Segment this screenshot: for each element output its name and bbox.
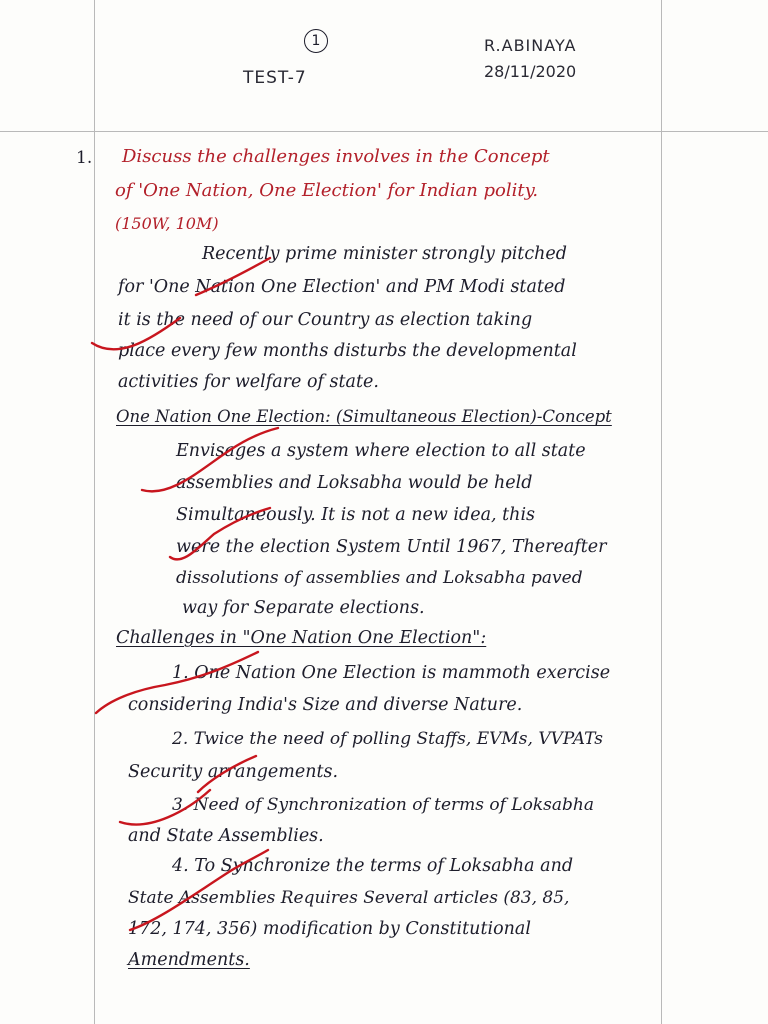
challenge-line-8: State Assemblies Requires Several articles (83, 85,	[128, 888, 570, 908]
page-number-badge	[304, 29, 328, 53]
challenge-line-1: 1. One Nation One Election is mammoth exercise	[172, 663, 611, 683]
challenge-line-4: Security arrangements.	[128, 762, 339, 782]
student-name: R.ABINAYA	[484, 36, 577, 55]
question-line-1: Discuss the challenges involves in the Concept	[122, 146, 550, 167]
intro-line-1: Recently prime minister strongly pitched	[202, 244, 567, 264]
challenges-heading: Challenges in "One Nation One Election":	[116, 628, 487, 648]
header-divider	[0, 131, 768, 132]
challenge-line-5: 3. Need of Synchronization of terms of Loksabha	[172, 795, 594, 815]
test-label: TEST-7	[243, 68, 307, 88]
concept-line-2: assemblies and Loksabha would be held	[176, 473, 533, 493]
concept-line-3: Simultaneously. It is not a new idea, this	[176, 505, 536, 525]
challenge-line-10: Amendments.	[128, 950, 250, 970]
intro-line-4: place every few months disturbs the developmental	[118, 341, 577, 361]
page-number: 1	[311, 33, 321, 49]
intro-line-3: it is the need of our Country as election taking	[118, 310, 533, 330]
concept-heading: One Nation One Election: (Simultaneous Election)-Concept	[116, 407, 612, 426]
intro-line-2: for 'One Nation One Election' and PM Modi stated	[118, 277, 566, 297]
concept-line-6: way for Separate elections.	[182, 598, 425, 618]
challenge-line-6: and State Assemblies.	[128, 826, 324, 846]
test-date: 28/11/2020	[484, 62, 577, 81]
challenge-line-2: considering India's Size and diverse Nature.	[128, 695, 523, 715]
left-margin-line	[94, 0, 95, 1024]
right-margin-line	[661, 0, 662, 1024]
challenge-line-9: 172, 174, 356) modification by Constitutional	[128, 919, 531, 939]
concept-line-5: dissolutions of assemblies and Loksabha paved	[176, 568, 583, 588]
question-marks: (150W, 10M)	[115, 214, 219, 233]
concept-line-1: Envisages a system where election to all state	[176, 441, 586, 461]
challenge-line-7: 4. To Synchronize the terms of Loksabha and	[172, 856, 574, 876]
intro-line-5: activities for welfare of state.	[118, 372, 379, 392]
question-line-2: of 'One Nation, One Election' for Indian polity.	[115, 180, 539, 201]
concept-line-4: were the election System Until 1967, Thereafter	[176, 537, 607, 557]
challenge-line-3: 2. Twice the need of polling Staffs, EVMs, VVPATs	[172, 729, 603, 749]
question-number: 1.	[76, 148, 93, 168]
